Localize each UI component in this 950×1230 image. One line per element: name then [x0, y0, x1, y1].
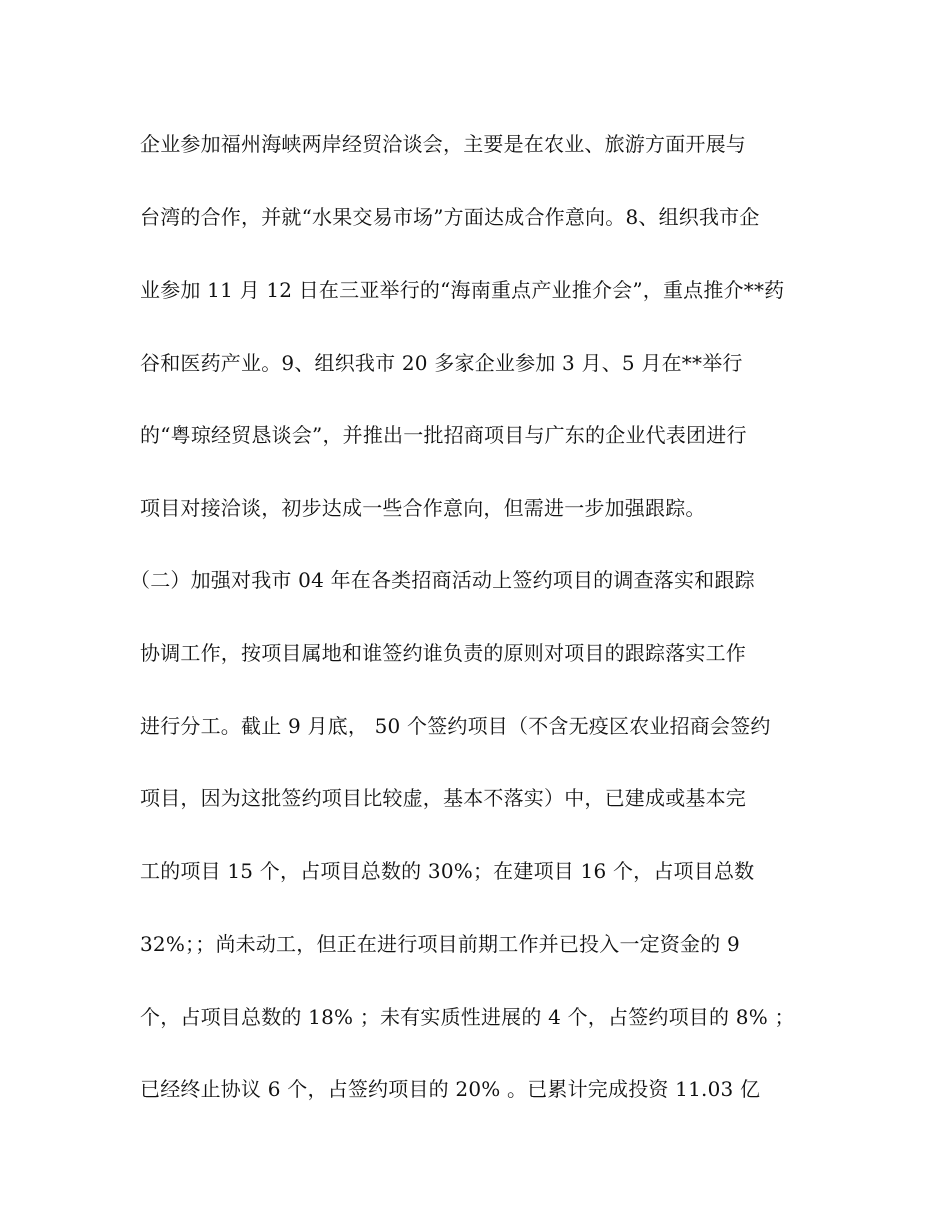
- text-line-3: 业参加 11 月 12 日在三亚举行的“海南重点产业推介会”，重点推介**药: [140, 278, 785, 302]
- text-line-13: 个，占项目总数的 18% ；未有实质性进展的 4 个，占签约项目的 8% ；: [140, 1005, 795, 1029]
- text-line-4: 谷和医药产业。9、组织我市 20 多家企业参加 3 月、5 月在**举行: [140, 351, 743, 375]
- text-line-12: 32%；；尚未动工，但正在进行项目前期工作并已投入一定资金的 9: [140, 932, 740, 956]
- text-line-1: 企业参加福州海峡两岸经贸洽谈会，主要是在农业、旅游方面开展与: [140, 132, 746, 156]
- text-line-6: 项目对接洽谈，初步达成一些合作意向，但需进一步加强跟踪。: [140, 496, 706, 520]
- text-line-9: 进行分工。截止 9 月底， 50 个签约项目（不含无疫区农业招商会签约: [140, 714, 771, 738]
- text-line-10: 项目，因为这批签约项目比较虚，基本不落实）中，已建成或基本完: [140, 786, 746, 810]
- text-line-14: 已经终止协议 6 个，占签约项目的 20% 。已累计完成投资 11.03 亿: [140, 1077, 761, 1101]
- text-line-7: （二）加强对我市 04 年在各类招商活动上签约项目的调查落实和跟踪: [130, 568, 755, 592]
- text-line-2: 台湾的合作，并就“水果交易市场”方面达成合作意向。8、组织我市企: [140, 205, 760, 229]
- text-line-11: 工的项目 15 个，占项目总数的 30%；在建项目 16 个，占项目总数: [140, 859, 755, 883]
- text-line-8: 协调工作，按项目属地和谁签约谁负责的原则对项目的跟踪落实工作: [140, 641, 746, 665]
- text-line-5: 的“粤琼经贸恳谈会”，并推出一批招商项目与广东的企业代表团进行: [140, 423, 747, 447]
